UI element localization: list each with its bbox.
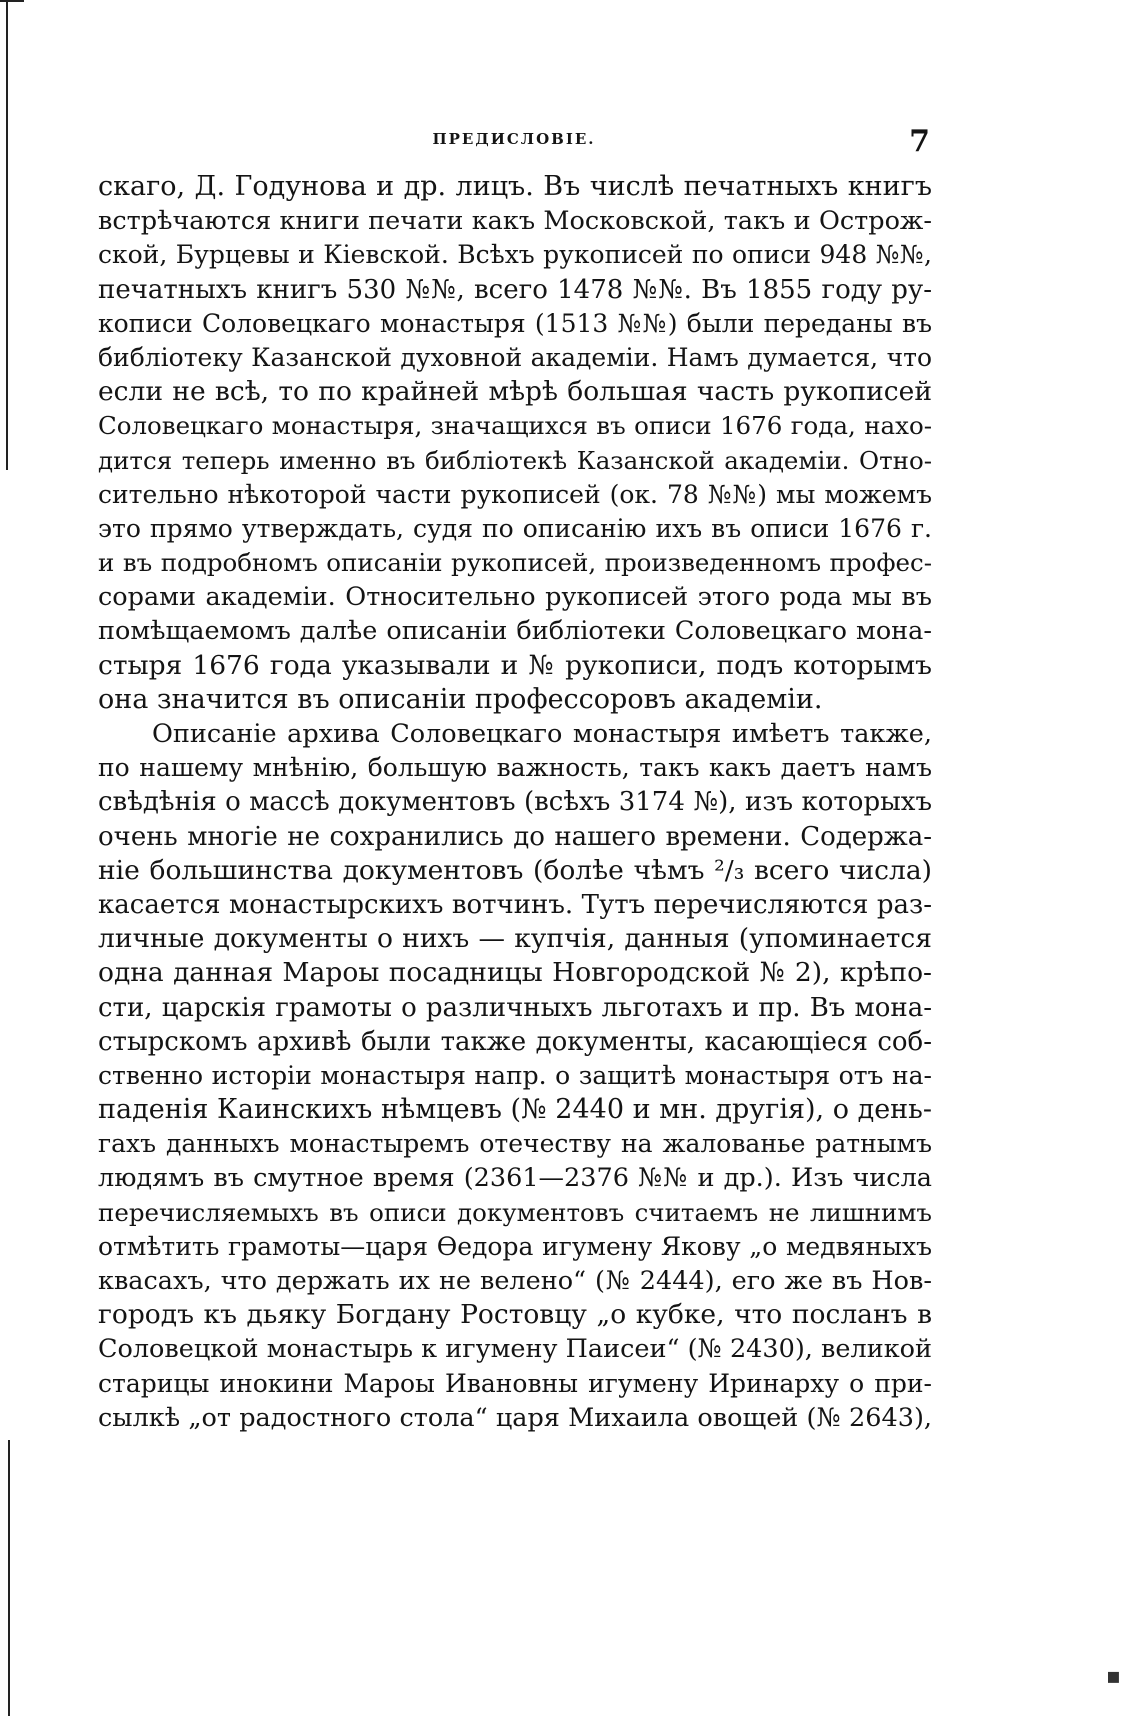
text-line: стыря 1676 года указывали и № рукописи, подъ которымъ — [98, 649, 932, 681]
text-line: сти, царскія грамоты о различныхъ льготахъ и пр. Въ мона- — [98, 992, 932, 1023]
text-line: Соловецкой монастырь к игумену Паисеи“ (№ 2430), великой — [98, 1334, 932, 1365]
paragraph-first-line: Описаніе архива Соловецкаго монастыря имѣетъ также, — [152, 719, 932, 749]
text-line: одна данная Мароы посадницы Новгородской № 2), крѣпо- — [98, 957, 932, 989]
text-line: касается монастырскихъ вотчинъ. Тутъ перечисляются раз- — [98, 889, 932, 920]
text-line: гахъ данныхъ монастыремъ отечеству на жалованье ратнымъ — [98, 1129, 932, 1159]
page-number: 7 — [909, 124, 930, 159]
text-line: если не всѣ, то по крайней мѣрѣ большая часть рукописей — [98, 376, 932, 408]
text-line: печатныхъ книгъ 530 №№, всего 1478 №№. Въ 1855 году ру- — [98, 274, 932, 305]
text-line: Соловецкаго монастыря, значащихся въ описи 1676 года, нахо- — [98, 411, 932, 441]
text-line: стырскомъ архивѣ были также документы, касающіеся соб- — [98, 1026, 932, 1057]
text-line: сылкѣ „от радостного стола“ царя Михаила овощей (№ 2643), — [98, 1402, 932, 1433]
text-line: перечисляемыхъ въ описи документовъ считаемъ не лишнимъ — [98, 1197, 932, 1227]
text-line: старицы инокини Мароы Ивановны игумену Иринарху о при- — [98, 1368, 932, 1398]
text-line: отмѣтить грамоты—царя Өедора игумену Якову „о медвяныхъ — [98, 1231, 932, 1261]
body-text — [98, 170, 932, 1435]
page-header — [98, 124, 930, 164]
text-line: встрѣчаются книги печати какъ Московской, такъ и Острож- — [98, 206, 932, 237]
text-line: помѣщаемомъ далѣе описаніи библіотеки Соловецкаго мона- — [98, 616, 932, 647]
running-title: ПРЕДИСЛОВІЕ. — [432, 130, 596, 148]
text-line: скаго, Д. Годунова и др. лицъ. Въ числѣ печатныхъ книгъ — [98, 171, 932, 202]
text-line: ской, Бурцевы и Кіевской. Всѣхъ рукописей по описи 948 №№, — [98, 240, 932, 270]
text-line: и въ подробномъ описаніи рукописей, произведенномъ профес- — [98, 548, 932, 578]
scan-left-border-lower — [8, 1440, 10, 1716]
text-line: квасахъ, что держать их не велено“ (№ 2444), его же въ Нов- — [98, 1266, 932, 1296]
scan-edge-mark — [0, 0, 24, 10]
text-line: ніе большинства документовъ (болѣе чѣмъ ²/₃ всего числа) — [98, 854, 932, 886]
text-line: кописи Соловецкаго монастыря (1513 №№) были переданы въ — [98, 308, 932, 338]
text-line: людямъ въ смутное время (2361—2376 №№ и др.). Изъ числа — [98, 1163, 932, 1194]
paragraph-end-line: она значится въ описаніи профессоровъ академіи. — [98, 683, 823, 715]
text-line: ственно исторіи монастыря напр. о защитѣ монастыря отъ на- — [98, 1060, 932, 1090]
text-line: это прямо утверждать, судя по описанію ихъ въ описи 1676 г. — [98, 513, 932, 543]
text-line: городъ къ дьяку Богдану Ростовцу „о кубке, что посланъ в — [98, 1299, 932, 1331]
text-line: сительно нѣкоторой части рукописей (ок. 78 №№) мы можемъ — [98, 479, 932, 509]
text-line: сорами академіи. Относительно рукописей этого рода мы въ — [98, 582, 932, 613]
scan-speck: ▪ — [1106, 1664, 1121, 1689]
text-line: очень многіе не сохранились до нашего времени. Содержа- — [98, 821, 932, 852]
text-line: библіотеку Казанской духовной академіи. Намъ думается, что — [98, 342, 932, 372]
scan-left-border — [6, 0, 8, 470]
text-line: паденія Каинскихъ нѣмцевъ (№ 2440 и мн. другія), о день- — [98, 1094, 932, 1126]
text-line: дится теперь именно въ библіотекѣ Казанской академіи. Отно- — [98, 445, 932, 475]
text-line: по нашему мнѣнію, большую важность, такъ какъ даетъ намъ — [98, 753, 932, 783]
text-line: свѣдѣнія о массѣ документовъ (всѣхъ 3174 №), изъ которыхъ — [98, 787, 932, 818]
text-line: личные документы о нихъ — купчія, данныя (упоминается — [98, 923, 932, 955]
